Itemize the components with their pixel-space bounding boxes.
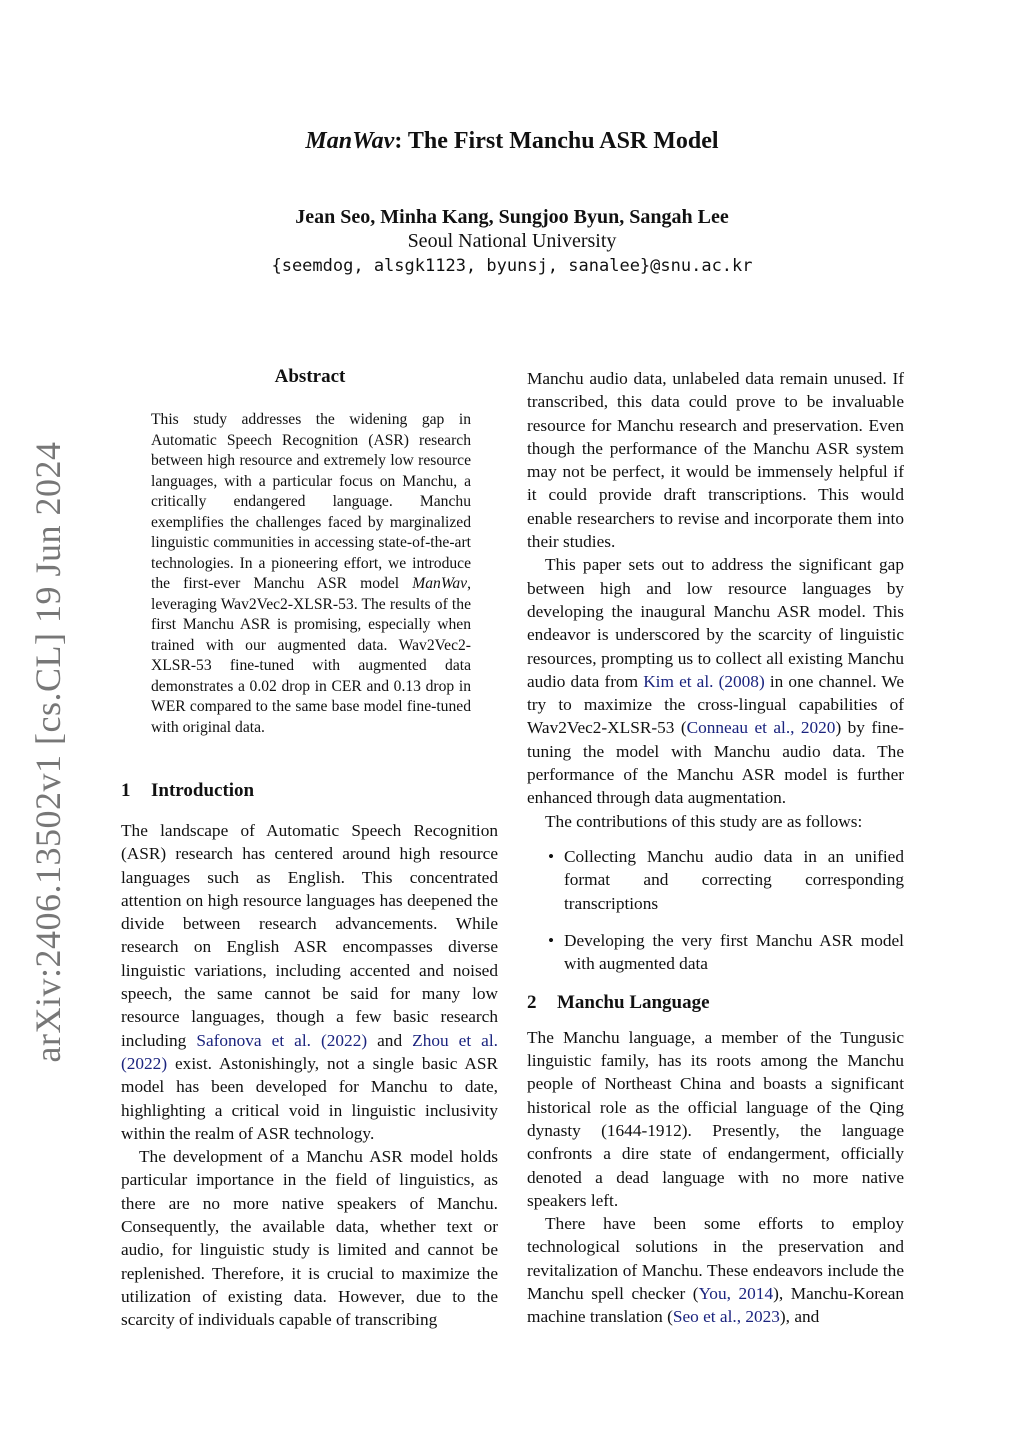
- intro-paragraph-2: The development of a Manchu ASR model holds particular importance in the field of linguistics, as there are no more native speakers of Manchu. Consequently, the available data, whether text or audio, for linguistic study is limited and cannot be replenished. Therefore, it is crucial to maximize the utilization of existing data. However, due to the scarcity of individuals capable of transcribing: [121, 1147, 498, 1330]
- paper-title: [0, 128, 1024, 155]
- title-model-name: ManWav: [305, 128, 395, 154]
- title-rest: : The First Manchu ASR Model: [394, 128, 719, 154]
- intro-paragraph-4: The contributions of this study are as follows:: [545, 811, 863, 831]
- citation-kim[interactable]: Kim et al. (2008): [643, 671, 765, 691]
- affiliation: Seoul National University: [407, 230, 617, 252]
- abstract-body: This study addresses the widening gap in Automatic Speech Recognition (ASR) research between high resource and extremely low resource languages, with a particular focus on Manchu, a critically endangered language. Manchu exemplifies the challenges faced by marginalized linguistic communities in accessing state-of-the-art technologies. In a pioneering effort, we introduce the first-ever Manchu ASR model ManWav, leveraging Wav2Vec2-XLSR-53. The results of the first Manchu ASR is promising, especially when trained with our augmented data. Wav2Vec2-XLSR-53 fine-tuned with augmented data demonstrates a 0.02 drop in CER and 0.13 drop in WER compared to the same base model fine-tuned with original data.: [151, 411, 471, 736]
- citation-safonova[interactable]: Safonova et al. (2022): [196, 1030, 368, 1050]
- list-item: • Collecting Manchu audio data in an unified format and correcting corresponding transcriptions: [527, 845, 904, 915]
- manchu-paragraph-1: The Manchu language, a member of the Tungusic linguistic family, has its roots among the Manchu people of Northeast China and boasts a significant historical role as the official language of the Qing dynasty (1644-1912). Presently, the language confronts a dire state of endangerment, officially denoted a dead language with no more native speakers left.: [527, 1027, 904, 1210]
- citation-conneau[interactable]: Conneau et al., 2020: [686, 718, 836, 738]
- intro-paragraph-1: The landscape of Automatic Speech Recognition (ASR) research has centered around high resource languages such as English. This concentrated attention on high resource languages has deepened the divide between research advancements. While research on English ASR encompasses diverse linguistic variations, including accented and noised speech, the same cannot be said for many low resource languages, though a few basic research including Safonova et al. (2022) and Zhou et al. (2022) exist. Astonishingly, not a single basic ASR model has been developed for Manchu to date, highlighting a critical void in linguistic inclusivity within the realm of ASR technology.: [121, 821, 498, 1143]
- section-number: 2: [527, 992, 537, 1014]
- right-column: [527, 367, 904, 1329]
- arxiv-id: arXiv:2406.13502v1 [cs.CL] 19 Jun 2024: [28, 441, 68, 1063]
- abstract-heading: Abstract: [274, 366, 346, 387]
- abstract-model-name: ManWav: [412, 575, 468, 592]
- section-heading-introduction: [121, 780, 254, 802]
- section-title: Introduction: [151, 780, 255, 801]
- section-title: Manchu Language: [557, 992, 710, 1014]
- contributions-list: [527, 845, 904, 975]
- intro-paragraph-3: This paper sets out to address the significant gap between high and low resource languages by developing the inaugural Manchu ASR model. This endeavor is underscored by the scarcity of linguistic resources, prompting us to collect all existing Manchu audio data from Kim et al. (2008) in one channel. We try to maximize the cross-lingual capabilities of Wav2Vec2-XLSR-53 (Conneau et al., 2020) by fine-tuning the model with Manchu audio data. The performance of the Manchu ASR model is further enhanced through data augmentation.: [527, 555, 904, 808]
- left-column: [121, 819, 498, 1332]
- list-item: • Developing the very first Manchu ASR model with augmented data: [527, 929, 904, 976]
- citation-seo[interactable]: Seo et al., 2023: [672, 1307, 780, 1327]
- section-number: 1: [121, 780, 131, 801]
- author-list: Jean Seo, Minha Kang, Sungjoo Byun, Sangah Lee: [295, 206, 729, 228]
- section-heading-manchu-language: [527, 991, 904, 1014]
- citation-you[interactable]: You, 2014: [698, 1283, 774, 1303]
- author-emails: {seemdog, alsgk1123, byunsj, sanalee}@snu.ac.kr: [271, 256, 753, 276]
- manchu-paragraph-2: There have been some efforts to employ technological solutions in the preservation and revitalization of Manchu. These endeavors include the Manchu spell checker (You, 2014), Manchu-Korean machine translation (Seo et al., 2023), and: [527, 1214, 905, 1327]
- citation-zhou[interactable]: Zhou et al. (2022): [121, 1030, 498, 1073]
- intro-paragraph-2-continued: Manchu audio data, unlabeled data remain unused. If transcribed, this data could prove to be invaluable resource for Manchu research and preservation. Even though the performance of the Manchu ASR system may not be perfect, it would be immensely helpful if it could provide draft transcriptions. This would enable researchers to revise and incorporate them into their studies.: [527, 369, 904, 552]
